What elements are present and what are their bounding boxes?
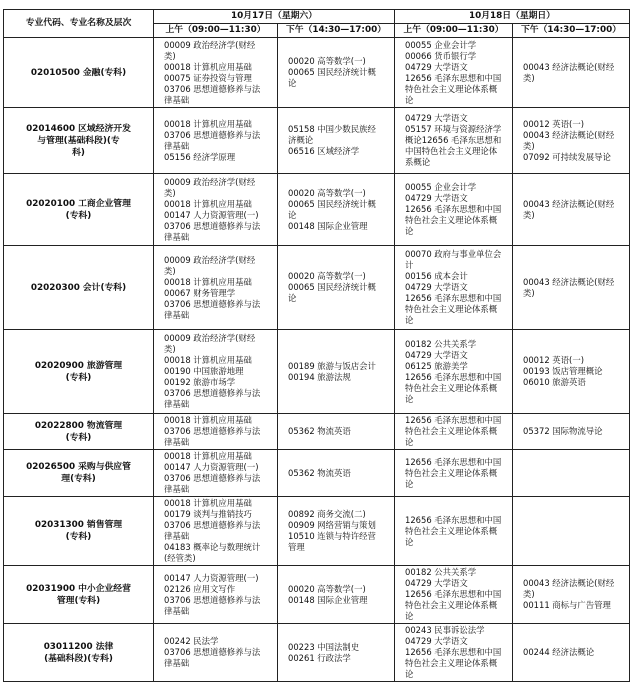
exam-subject-line: 05156 经济学原理 bbox=[164, 151, 236, 162]
exam-subject-line: 论 bbox=[288, 78, 297, 88]
exam-subject-line: 00018 计算机应用基础 bbox=[164, 276, 252, 287]
exam-subject-line: 12656 毛泽东思想和中国 bbox=[405, 514, 502, 525]
exam-subject-line: 00075 证券投资与管理 bbox=[164, 72, 252, 83]
exam-subject-line: 04183 概率论与数理统计 bbox=[164, 542, 261, 552]
schedule-row bbox=[4, 330, 630, 414]
exam-subject-line: 03706 思想道德修养与法 bbox=[164, 473, 261, 483]
exam-subject-line: 律基础 bbox=[164, 309, 190, 320]
exam-subject-line: 00043 经济法概论(财经 bbox=[523, 578, 615, 588]
exam-subject-line: 00018 计算机应用基础 bbox=[164, 355, 252, 365]
exam-subject-line: 04729 大学语文 bbox=[405, 578, 468, 588]
major-name-cell bbox=[4, 38, 154, 108]
exam-subject-line: 12656 毛泽东思想和中国 bbox=[405, 72, 502, 83]
exam-cell-day1-pm bbox=[278, 174, 395, 246]
schedule-row bbox=[4, 174, 630, 246]
exam-cell-day2-pm bbox=[513, 414, 630, 450]
exam-subject-line: 系概论 bbox=[405, 157, 431, 167]
exam-subject-line: 00909 网络营销与策划 bbox=[288, 520, 376, 530]
exam-subject-line: 12656 毛泽东思想和中国 bbox=[405, 456, 502, 467]
exam-subject-line: 03706 思想道德修养与法 bbox=[164, 647, 261, 657]
exam-subject-line: 02126 应用文写作 bbox=[164, 583, 236, 594]
exam-subject-line: 06516 区域经济学 bbox=[288, 146, 360, 156]
exam-subject-line: 12656 毛泽东思想和中国 bbox=[405, 647, 502, 657]
exam-subject-line: 律基础 bbox=[164, 605, 190, 616]
exam-subject-line: 03706 思想道德修养与法 bbox=[164, 520, 261, 530]
header-day1-am: 上午（09:00—11:30） bbox=[154, 24, 278, 38]
exam-subject-line: 论 bbox=[288, 209, 297, 220]
major-name-line: (专科) bbox=[65, 432, 92, 443]
exam-subject-line: 律基础 bbox=[164, 658, 190, 668]
major-name-line: 02014600 区域经济开发 bbox=[26, 123, 131, 134]
exam-cell-day1-am bbox=[154, 450, 278, 497]
exam-subject-line: 00012 英语(一) bbox=[523, 118, 584, 129]
exam-subject-line: 类) bbox=[523, 209, 535, 220]
exam-subject-line: 00020 高等数学(一) bbox=[288, 56, 366, 66]
exam-subject-line: 05372 国际物流导论 bbox=[523, 426, 603, 436]
exam-subject-line: 论 bbox=[405, 437, 414, 447]
exam-subject-line: 特色社会主义理论体系概 bbox=[405, 215, 498, 225]
major-name-line: (专科) bbox=[65, 532, 92, 542]
exam-subject-line: 特色社会主义理论体系概 bbox=[405, 304, 498, 314]
exam-subject-line: 00018 计算机应用基础 bbox=[164, 118, 252, 129]
exam-subject-line: 00012 英语(一) bbox=[523, 355, 584, 365]
exam-cell-day1-am bbox=[154, 414, 278, 450]
exam-subject-line: 00009 政治经济学(财经 bbox=[164, 254, 256, 265]
exam-cell-day1-am bbox=[154, 330, 278, 414]
exam-subject-line: 管理 bbox=[288, 542, 305, 552]
exam-subject-line: 类) bbox=[523, 140, 535, 151]
exam-cell-day1-pm bbox=[278, 108, 395, 174]
exam-subject-line: 00020 高等数学(一) bbox=[288, 271, 366, 281]
exam-cell-day1-pm bbox=[278, 246, 395, 330]
exam-subject-line: 律基础 bbox=[164, 484, 190, 494]
major-name-line: 02022800 物流管理 bbox=[34, 420, 123, 431]
exam-subject-line: 特色社会主义理论体系概 bbox=[405, 600, 498, 610]
schedule-row bbox=[4, 414, 630, 450]
exam-cell-day2-am bbox=[395, 414, 513, 450]
exam-cell-day2-pm bbox=[513, 246, 630, 330]
exam-cell-day2-am bbox=[395, 624, 513, 682]
exam-subject-line: 00243 民事诉讼法学 bbox=[405, 625, 485, 635]
exam-subject-line: 00147 人力资源管理(一) bbox=[164, 572, 259, 583]
schedule-row bbox=[4, 566, 630, 624]
exam-subject-line: 04729 大学语文 bbox=[405, 636, 468, 646]
major-name-line: 理(专科) bbox=[61, 474, 96, 484]
exam-cell-day2-am bbox=[395, 246, 513, 330]
exam-schedule-table bbox=[3, 9, 630, 682]
exam-subject-line: 05157 环境与资源经济学 bbox=[405, 124, 502, 134]
exam-subject-line: 12656 毛泽东思想和中国 bbox=[405, 293, 502, 303]
exam-subject-line: 济概论 bbox=[288, 135, 314, 145]
exam-subject-line: 04729 大学语文 bbox=[405, 282, 468, 292]
exam-cell-day2-am bbox=[395, 38, 513, 108]
exam-subject-line: 00018 计算机应用基础 bbox=[164, 451, 252, 461]
exam-subject-line: 00018 计算机应用基础 bbox=[164, 198, 252, 209]
major-name-cell bbox=[4, 450, 154, 497]
major-name-line: 02020300 会计(专科) bbox=[30, 282, 127, 293]
exam-subject-line: 00156 成本会计 bbox=[405, 271, 468, 281]
exam-cell-day1-pm bbox=[278, 450, 395, 497]
major-name-cell bbox=[4, 566, 154, 624]
exam-subject-line: 特色社会主义理论体系概 bbox=[405, 658, 498, 668]
exam-subject-line: 03706 思想道德修养与法 bbox=[164, 426, 261, 436]
schedule-row bbox=[4, 108, 630, 174]
exam-subject-line: 00043 经济法概论(财经 bbox=[523, 276, 615, 287]
major-name-cell bbox=[4, 174, 154, 246]
exam-schedule-container bbox=[3, 9, 629, 682]
exam-subject-line: 论 bbox=[288, 293, 297, 303]
exam-cell-day2-pm bbox=[513, 624, 630, 682]
exam-cell-day1-pm bbox=[278, 414, 395, 450]
exam-subject-line: 00065 国民经济统计概 bbox=[288, 67, 376, 77]
major-name-cell bbox=[4, 108, 154, 174]
exam-cell-day1-pm bbox=[278, 38, 395, 108]
exam-subject-line: 论 bbox=[405, 393, 414, 404]
exam-subject-line: 00111 商标与广告管理 bbox=[523, 600, 611, 610]
exam-cell-day1-pm bbox=[278, 330, 395, 414]
exam-subject-line: 00066 货币银行学 bbox=[405, 50, 477, 61]
exam-subject-line: 特色社会主义理论体系概 bbox=[405, 525, 498, 536]
exam-subject-line: 计 bbox=[405, 260, 414, 270]
exam-subject-line: 特色社会主义理论体系概 bbox=[405, 382, 498, 393]
exam-subject-line: 律基础 bbox=[164, 140, 190, 151]
exam-cell-day2-am bbox=[395, 566, 513, 624]
major-name-line: 科) bbox=[72, 147, 85, 158]
exam-subject-line: 00018 计算机应用基础 bbox=[164, 415, 252, 425]
exam-subject-line: 00244 经济法概论 bbox=[523, 647, 595, 657]
exam-subject-line: 论 bbox=[405, 315, 414, 325]
exam-subject-line: 03706 思想道德修养与法 bbox=[164, 83, 261, 94]
exam-subject-line: 03706 思想道德修养与法 bbox=[164, 298, 261, 309]
exam-cell-day1-am bbox=[154, 174, 278, 246]
exam-subject-line: 特色社会主义理论体系概 bbox=[405, 467, 498, 478]
exam-subject-line: 00194 旅游法规 bbox=[288, 371, 351, 382]
exam-subject-line: 04729 大学语文 bbox=[405, 61, 468, 72]
exam-cell-day2-am bbox=[395, 330, 513, 414]
exam-subject-line: 类) bbox=[164, 50, 176, 61]
exam-subject-line: 中国特色社会主义理论体 bbox=[405, 146, 498, 156]
schedule-row bbox=[4, 38, 630, 108]
exam-cell-day2-am bbox=[395, 108, 513, 174]
exam-cell-day1-am bbox=[154, 566, 278, 624]
exam-subject-line: 00223 中国法制史 bbox=[288, 641, 360, 652]
exam-schedule-body bbox=[4, 38, 630, 682]
exam-subject-line: 00182 公共关系学 bbox=[405, 567, 477, 577]
exam-subject-line: 论 bbox=[405, 478, 414, 489]
exam-subject-line: 12656 毛泽东思想和中国 bbox=[405, 415, 502, 425]
exam-subject-line: 00067 财务管理学 bbox=[164, 287, 236, 298]
major-name-line: (专科) bbox=[65, 372, 92, 383]
exam-subject-line: 00182 公共关系学 bbox=[405, 338, 477, 349]
exam-subject-line: 论 bbox=[405, 94, 414, 105]
schedule-row bbox=[4, 497, 630, 566]
exam-subject-line: 律基础 bbox=[164, 531, 190, 541]
exam-cell-day1-am bbox=[154, 38, 278, 108]
exam-subject-line: 00020 高等数学(一) bbox=[288, 583, 366, 594]
major-name-cell bbox=[4, 246, 154, 330]
exam-cell-day1-am bbox=[154, 624, 278, 682]
exam-subject-line: 00043 经济法概论(财经 bbox=[523, 61, 615, 72]
exam-subject-line: 类) bbox=[523, 72, 535, 83]
exam-subject-line: 00009 政治经济学(财经 bbox=[164, 333, 256, 343]
exam-subject-line: 类) bbox=[164, 344, 176, 354]
major-name-line: 02020100 工商企业管理 bbox=[26, 198, 131, 209]
major-name-line: 03011200 法律 bbox=[43, 641, 114, 652]
exam-cell-day2-pm bbox=[513, 566, 630, 624]
exam-subject-line: 10510 连锁与特许经营 bbox=[288, 531, 376, 541]
exam-subject-line: 00009 政治经济学(财经 bbox=[164, 176, 256, 187]
exam-subject-line: 律基础 bbox=[164, 437, 190, 447]
exam-cell-day1-pm bbox=[278, 624, 395, 682]
exam-subject-line: 00147 人力资源管理(一) bbox=[164, 209, 259, 220]
exam-subject-line: 03706 思想道德修养与法 bbox=[164, 129, 261, 140]
header-day1-pm: 下午（14:30—17:00） bbox=[278, 24, 395, 38]
header-day1: 10月17日（星期六） bbox=[154, 10, 395, 24]
major-name-cell bbox=[4, 624, 154, 682]
schedule-row bbox=[4, 450, 630, 497]
major-name-line: 与管理(基础科段)(专 bbox=[37, 135, 120, 146]
exam-subject-line: 00065 国民经济统计概 bbox=[288, 198, 376, 209]
exam-cell-day2-pm bbox=[513, 174, 630, 246]
exam-subject-line: 律基础 bbox=[164, 231, 190, 242]
exam-subject-line: 00055 企业会计学 bbox=[405, 182, 477, 192]
header-day2: 10月18日（星期日） bbox=[395, 10, 630, 24]
exam-subject-line: 00189 旅游与饭店会计 bbox=[288, 360, 376, 371]
major-name-line: 02031300 销售管理 bbox=[34, 520, 123, 530]
exam-cell-day2-am bbox=[395, 174, 513, 246]
exam-subject-line: 概论12656 毛泽东思想和 bbox=[405, 135, 502, 145]
exam-subject-line: 03706 思想道德修养与法 bbox=[164, 594, 261, 605]
major-name-cell bbox=[4, 497, 154, 566]
exam-subject-line: 00043 经济法概论(财经 bbox=[523, 198, 615, 209]
header-row-days bbox=[4, 10, 630, 24]
exam-subject-line: 00148 国际企业管理 bbox=[288, 594, 368, 605]
exam-subject-line: 06010 旅游英语 bbox=[523, 377, 586, 387]
exam-cell-day2-pm bbox=[513, 450, 630, 497]
exam-subject-line: 04729 大学语文 bbox=[405, 193, 468, 203]
exam-subject-line: 00892 商务交流(二) bbox=[288, 509, 366, 519]
exam-subject-line: 类) bbox=[523, 589, 535, 599]
major-name-line: (基础科段)(专科) bbox=[44, 653, 113, 664]
exam-subject-line: 00148 国际企业管理 bbox=[288, 220, 368, 231]
exam-subject-line: 00020 高等数学(一) bbox=[288, 187, 366, 198]
exam-subject-line: 00018 计算机应用基础 bbox=[164, 61, 252, 72]
exam-subject-line: 论 bbox=[405, 226, 414, 236]
exam-subject-line: 00055 企业会计学 bbox=[405, 39, 477, 50]
schedule-row bbox=[4, 624, 630, 682]
exam-subject-line: 05362 物流英语 bbox=[288, 426, 351, 436]
exam-cell-day1-pm bbox=[278, 566, 395, 624]
exam-subject-line: 类) bbox=[523, 287, 535, 298]
exam-subject-line: 04729 大学语文 bbox=[405, 349, 468, 360]
exam-subject-line: 03706 思想道德修养与法 bbox=[164, 388, 261, 398]
major-name-line: 02020900 旅游管理 bbox=[34, 360, 123, 371]
exam-subject-line: 00009 政治经济学(财经 bbox=[164, 39, 256, 50]
exam-subject-line: 00242 民法学 bbox=[164, 636, 219, 646]
exam-subject-line: 00065 国民经济统计概 bbox=[288, 282, 376, 292]
exam-cell-day2-pm bbox=[513, 330, 630, 414]
exam-subject-line: 05158 中国少数民族经 bbox=[288, 124, 376, 134]
exam-subject-line: 00193 饭店管理概论 bbox=[523, 366, 603, 376]
major-name-cell bbox=[4, 414, 154, 450]
major-name-line: 02026500 采购与供应管 bbox=[26, 462, 131, 472]
exam-cell-day1-pm bbox=[278, 497, 395, 566]
exam-subject-line: 12656 毛泽东思想和中国 bbox=[405, 204, 502, 214]
exam-subject-line: 00192 旅游市场学 bbox=[164, 377, 236, 387]
exam-subject-line: 类) bbox=[164, 187, 176, 198]
exam-subject-line: 律基础 bbox=[164, 94, 190, 105]
exam-cell-day2-am bbox=[395, 497, 513, 566]
major-name-cell bbox=[4, 330, 154, 414]
header-day2-pm: 下午（14:30—17:00） bbox=[513, 24, 630, 38]
exam-subject-line: 论 bbox=[405, 669, 414, 679]
exam-subject-line: (经管类) bbox=[164, 553, 196, 563]
exam-subject-line: 04729 大学语文 bbox=[405, 113, 468, 123]
exam-subject-line: 06125 旅游美学 bbox=[405, 360, 468, 371]
exam-cell-day2-am bbox=[395, 450, 513, 497]
major-name-line: 02010500 金融(专科) bbox=[30, 67, 127, 78]
major-name-line: 管理(专科) bbox=[56, 595, 101, 606]
header-day2-am: 上午（09:00—11:30） bbox=[395, 24, 513, 38]
exam-subject-line: 特色社会主义理论体系概 bbox=[405, 83, 498, 94]
exam-cell-day1-am bbox=[154, 497, 278, 566]
exam-subject-line: 05362 物流英语 bbox=[288, 467, 351, 478]
exam-subject-line: 00190 中国旅游地理 bbox=[164, 366, 244, 376]
exam-subject-line: 12656 毛泽东思想和中国 bbox=[405, 371, 502, 382]
exam-cell-day2-pm bbox=[513, 108, 630, 174]
exam-cell-day2-pm bbox=[513, 38, 630, 108]
exam-cell-day2-pm bbox=[513, 497, 630, 566]
exam-cell-day1-am bbox=[154, 108, 278, 174]
exam-subject-line: 00261 行政法学 bbox=[288, 652, 351, 663]
exam-subject-line: 律基础 bbox=[164, 399, 190, 409]
exam-cell-day1-am bbox=[154, 246, 278, 330]
exam-subject-line: 特色社会主义理论体系概 bbox=[405, 426, 498, 436]
major-name-line: 02031900 中小企业经营 bbox=[26, 583, 131, 594]
exam-subject-line: 00018 计算机应用基础 bbox=[164, 498, 252, 508]
exam-subject-line: 论 bbox=[405, 536, 414, 547]
exam-subject-line: 03706 思想道德修养与法 bbox=[164, 220, 261, 231]
exam-subject-line: 论 bbox=[405, 611, 414, 621]
header-major-column: 专业代码、专业名称及层次 bbox=[4, 10, 154, 38]
exam-subject-line: 12656 毛泽东思想和中国 bbox=[405, 589, 502, 599]
exam-subject-line: 类) bbox=[164, 265, 176, 276]
exam-subject-line: 00070 政府与事业单位会 bbox=[405, 249, 502, 259]
exam-subject-line: 00147 人力资源管理(一) bbox=[164, 462, 259, 472]
major-name-line: (专科) bbox=[65, 210, 92, 221]
schedule-row bbox=[4, 246, 630, 330]
exam-subject-line: 00043 经济法概论(财经 bbox=[523, 129, 615, 140]
exam-subject-line: 07092 可持续发展导论 bbox=[523, 151, 611, 162]
exam-subject-line: 00179 谈判与推销技巧 bbox=[164, 509, 252, 519]
